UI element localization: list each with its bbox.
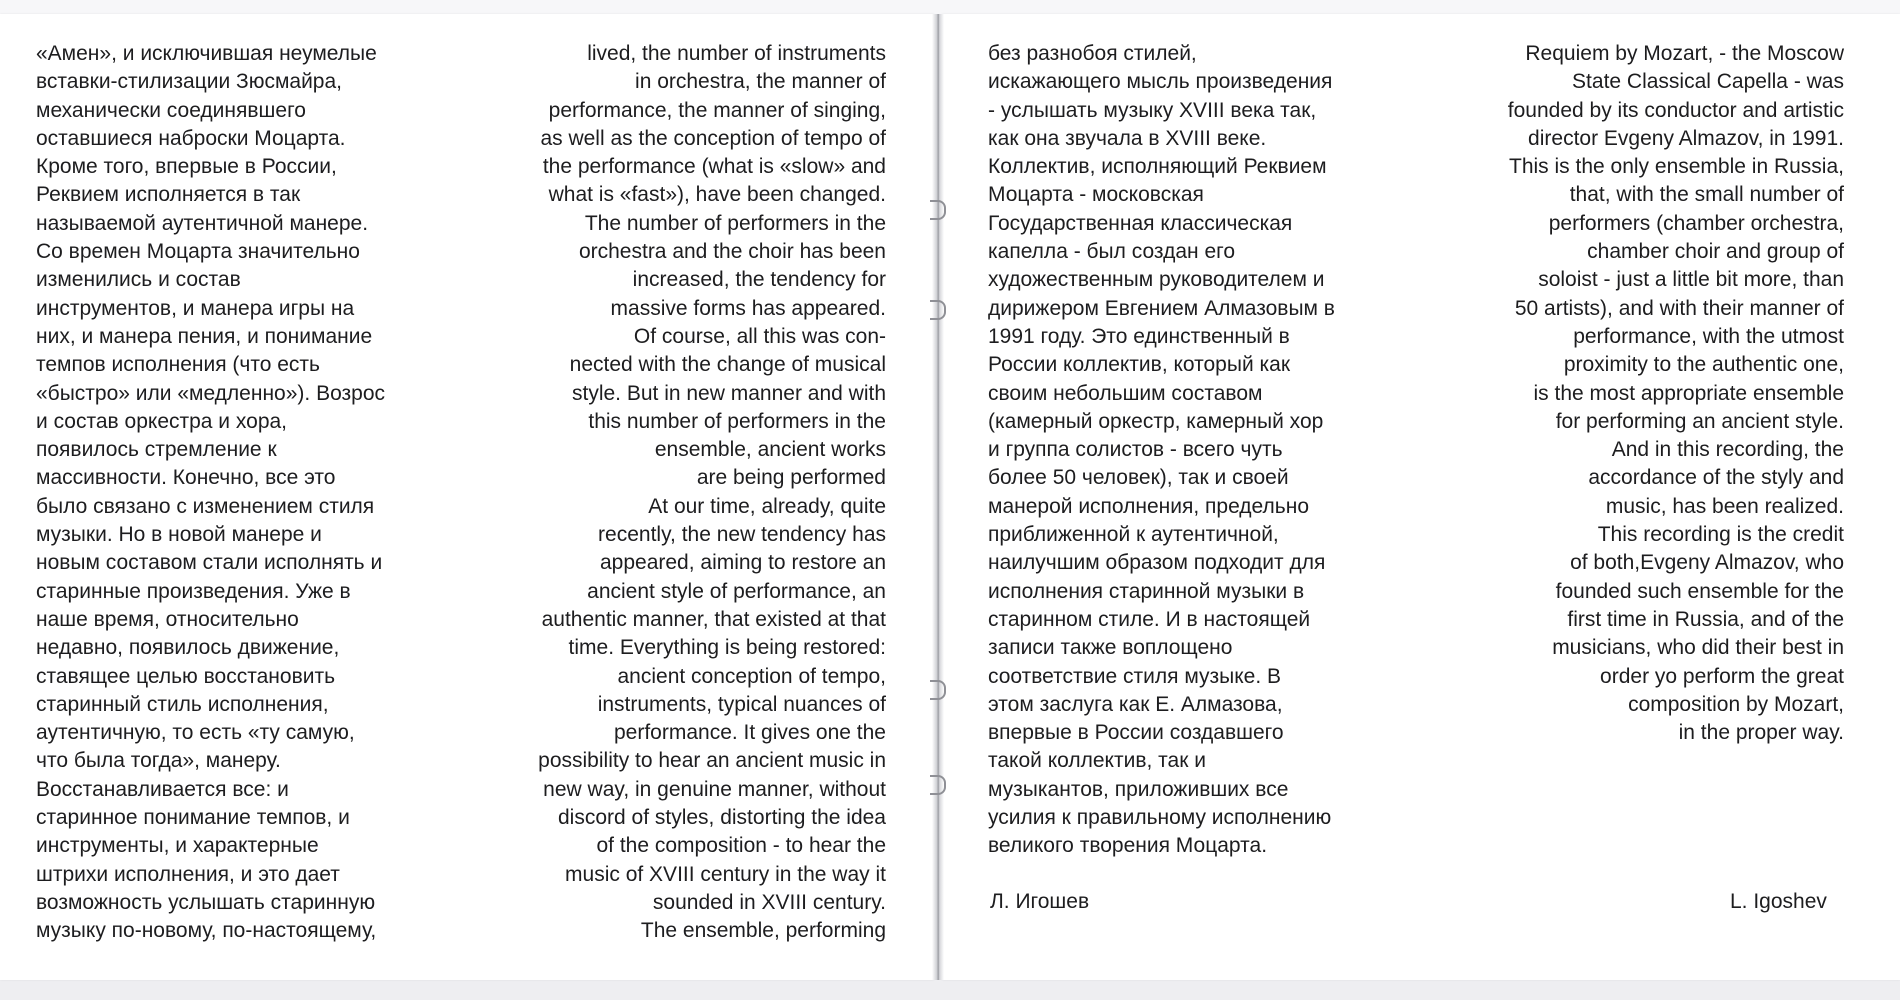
text-line: performers (chamber orchestra, [1548,211,1844,235]
text-line: наилучшим образом подходит для [988,551,1326,575]
text-line: of the composition - to hear the [596,834,886,858]
text-line: старинное понимание темпов, и [36,806,350,830]
text-line: более 50 человек), так и своей [988,466,1289,490]
text-line: founded such ensemble for the [1555,579,1844,603]
text-line: At our time, already, quite [648,494,886,518]
text-line: исполнения старинной музыки в [988,579,1305,603]
text-line: performance. It gives one the [614,721,886,745]
staple-mark [930,775,946,795]
text-line: the performance (what is «slow» and [542,155,886,179]
text-line: музыки. Но в новой манере и [36,523,322,547]
text-line: in the proper way. [1678,721,1844,745]
text-line: Requiem by Mozart, - the Moscow [1525,42,1844,65]
text-line: authentic manner, that existed at that [541,607,886,631]
text-line: старинные произведения. Уже в [36,579,351,603]
text-line: of both,Evgeny Almazov, who [1570,551,1844,575]
text-line: появилось стремление к [36,438,277,462]
text-line: такой коллектив, так и [988,749,1206,773]
text-line: впервые в России создавшего [988,721,1284,745]
text-line: «быстро» или «медленно»). Возрос [36,381,386,405]
text-line: soloist - just a little bit more, than [1538,268,1844,292]
text-line: appeared, aiming to restore an [599,551,886,575]
text-line: своим небольшим составом [988,381,1263,405]
text-line: недавно, появилось движение, [36,636,340,660]
text-line: - услышать музыку XVIII века так, [988,98,1317,122]
text-line: this number of performers in the [588,409,886,433]
staple-mark [930,200,946,220]
text-line: них, и манера пения, и понимание [36,324,373,348]
text-line: chamber choir and group of [1587,240,1844,264]
text-line: ancient style of performance, an [587,579,886,603]
text-line: massive forms has appeared. [610,296,886,320]
text-line: orchestra and the choir has been [578,240,886,264]
text-line: This is the only ensemble in Russia, [1509,155,1844,179]
text-line: дирижером Евгением Алмазовым в [988,296,1335,320]
text-line: as well as the conception of tempo of [540,126,886,150]
text-line: possibility to hear an ancient music in [538,749,886,773]
text-line: изменились и состав [36,268,241,292]
text-line: discord of styles, distorting the idea [557,806,886,830]
text-line: in orchestra, the manner of [635,70,886,94]
text-line: механически соединявшего [36,98,306,122]
text-line: sounded in XVIII century. [652,890,886,914]
text-line: music of XVIII century in the way it [565,862,886,886]
text-line: Восстанавливается все: и [36,777,289,801]
text-line: Коллектив, исполняющий Реквием [988,155,1327,179]
text-line: этом заслуга как Е. Алмазова, [988,692,1283,716]
text-line: ставящее целью восстановить [36,664,336,688]
text-line: штрихи исполнения, и это дает [36,862,340,886]
text-line: и состав оркестра и хора, [36,409,288,433]
text-line: new way, in genuine manner, without [543,777,886,801]
text-line: аутентичную, то есть «ту самую, [36,721,355,745]
text-line: Кроме того, впервые в России, [36,155,337,179]
english-text-column-left [460,40,886,946]
text-line: This recording is the credit [1597,523,1844,547]
text-line: 1991 году. Это единственный в [988,324,1290,348]
text-line: наше время, относительно [36,607,299,631]
text-line: капелла - был создан его [988,240,1236,264]
text-line: composition by Mozart, [1628,692,1844,716]
text-line: как она звучала в XVIII веке. [988,126,1267,150]
text-line: ensemble, ancient works [654,438,886,462]
text-line: Реквием исполняется в так [36,183,301,207]
text-line: великого творения Моцарта. [988,834,1268,858]
english-text-column-right [1420,40,1844,747]
text-line: what is «fast»), have been changed. [548,183,886,207]
text-line: that, with the small number of [1569,183,1844,207]
text-line: было связано с изменением стиля [36,494,375,518]
text-line: инструментов, и манера игры на [36,296,355,320]
text-line: называемой аутентичной манере. [36,211,369,235]
text-line: music, has been realized. [1605,494,1844,518]
text-line: increased, the tendency for [632,268,886,292]
text-line: performance, with the utmost [1573,324,1844,348]
text-line: без разнобоя стилей, [988,42,1197,65]
text-line: оставшиеся наброски Моцарта. [36,126,346,150]
text-line: старинный стиль исполнения, [36,692,329,716]
text-line: новым составом стали исполнять и [36,551,383,575]
text-line: массивности. Конечно, все это [36,466,336,490]
booklet-fold [932,14,944,980]
text-line: first time in Russia, and of the [1567,607,1844,631]
text-line: instruments, typical nuances of [597,692,886,716]
text-line: founded by its conductor and artistic [1507,98,1844,122]
text-line: nected with the change of musical [569,353,886,377]
text-line: России коллектив, который как [988,353,1291,377]
text-line: «Амен», и исключившая неумелые [36,42,377,65]
text-line: And in this recording, the [1611,438,1844,462]
text-line: музыку по-новому, по-настоящему, [36,919,377,943]
text-line: time. Everything is being restored: [568,636,886,660]
text-line: художественным руководителем и [988,268,1325,292]
signature-english: L. Igoshev [1730,890,1827,913]
text-line: и группа солистов - всего чуть [988,438,1283,462]
text-line: Государственная классическая [988,211,1293,235]
text-line: lived, the number of instruments [587,42,886,65]
staple-mark [930,680,946,700]
text-line: соответствие стиля музыке. В [988,664,1282,688]
text-line: что была тогда», манеру. [36,749,281,773]
russian-text-column-right [988,40,1408,861]
text-line: ancient conception of tempo, [617,664,886,688]
text-line: for performing an ancient style. [1555,409,1844,433]
text-line: The number of performers in the [584,211,886,235]
text-line: искажающего мысль произведения [988,70,1333,94]
text-line: музыкантов, приложивших все [988,777,1289,801]
staple-mark [930,300,946,320]
text-line: возможность услышать старинную [36,890,376,914]
text-line: Моцарта - московская [988,183,1204,207]
text-line: вставки-стилизации Зюсмайра, [36,70,342,94]
text-line: State Classical Capella - was [1572,70,1844,94]
text-line: (камерный оркестр, камерный хор [988,409,1324,433]
text-line: манерой исполнения, предельно [988,494,1310,518]
text-line: performance, the manner of singing, [548,98,886,122]
text-line: инструменты, и характерные [36,834,319,858]
text-line: are being performed [696,466,886,490]
text-line: Of course, all this was con- [633,324,886,348]
text-line: style. But in new manner and with [572,381,886,405]
signature-russian: Л. Игошев [990,890,1090,913]
text-line: The ensemble, performing [640,919,886,943]
text-line: order yo perform the great [1600,664,1844,688]
text-line: accordance of the styly and [1588,466,1844,490]
text-line: старинном стиле. И в настоящей [988,607,1311,631]
text-line: приближенной к аутентичной, [988,523,1279,547]
text-line: is the most appropriate ensemble [1533,381,1844,405]
text-line: director Evgeny Almazov, in 1991. [1528,126,1844,150]
russian-text-column-left [36,40,446,946]
text-line: Со времен Моцарта значительно [36,240,360,264]
text-line: 50 artists), and with their manner of [1514,296,1844,320]
text-line: proximity to the authentic one, [1563,353,1844,377]
text-line: усилия к правильному исполнению [988,806,1332,830]
text-line: musicians, who did their best in [1552,636,1844,660]
text-line: recently, the new tendency has [598,523,886,547]
text-line: темпов исполнения (что есть [36,353,320,377]
text-line: записи также воплощено [988,636,1233,660]
